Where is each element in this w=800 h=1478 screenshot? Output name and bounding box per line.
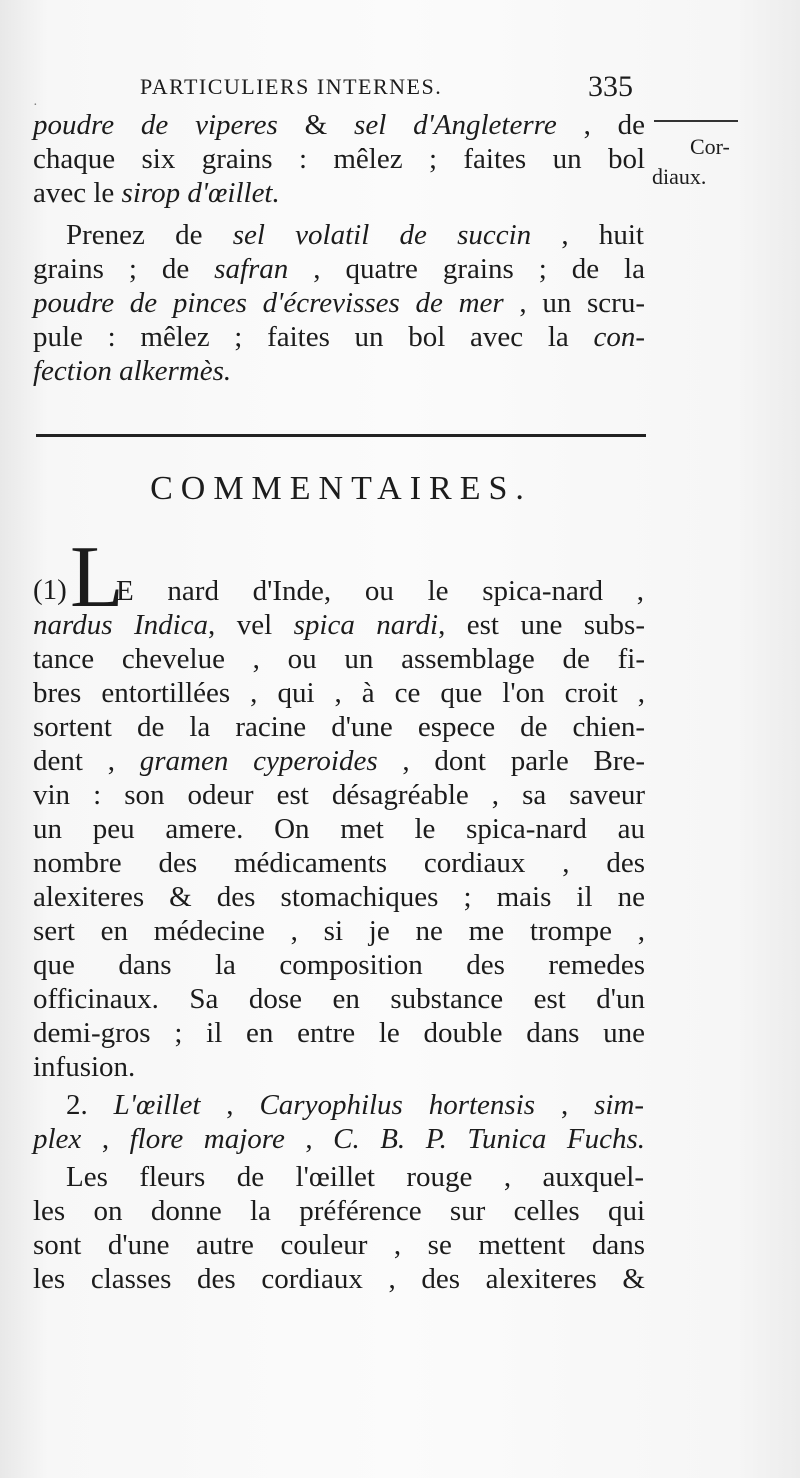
commentary-line: infusion. xyxy=(33,1051,136,1083)
commentary-line: les classes des cordiaux , des alexiteres & xyxy=(33,1263,645,1295)
commentary-line: plex , flore majore , C. B. P. Tunica Fuchs. xyxy=(33,1123,646,1155)
margin-rule xyxy=(654,120,738,122)
recipe-line: Prenez de sel volatil de succin , huit xyxy=(66,219,644,251)
recipe-line: pule : mêlez ; faites un bol avec la con- xyxy=(33,321,645,353)
recipe-line: chaque six grains : mêlez ; faites un bol xyxy=(33,143,645,175)
margin-note-line-2: diaux. xyxy=(652,164,707,189)
commentary-line: sont d'une autre couleur , se mettent dans xyxy=(33,1229,645,1261)
recipe-line: fection alkermès. xyxy=(33,355,232,387)
commentary-line: les on donne la préférence sur celles qui xyxy=(33,1195,645,1227)
commentary-line: demi-gros ; il en entre le double dans une xyxy=(33,1017,645,1049)
commentary-line: sortent de la racine d'une espece de chien- xyxy=(33,711,645,743)
commentary-line: 2. L'œillet , Caryophilus hortensis , sim- xyxy=(66,1089,645,1121)
drop-cap: L xyxy=(70,529,124,626)
commentary-line: Les fleurs de l'œillet rouge , auxquel- xyxy=(66,1161,644,1193)
edge-mark: · xyxy=(33,98,38,113)
commentary-line: alexiteres & des stomachiques ; mais il ne xyxy=(33,881,645,913)
page-number: 335 xyxy=(588,70,633,103)
commentary-line: tance chevelue , ou un assemblage de fi- xyxy=(33,643,645,675)
commentary-line: un peu amere. On met le spica-nard au xyxy=(33,813,645,845)
recipe-line: grains ; de safran , quatre grains ; de la xyxy=(33,253,645,285)
margin-note-line-1: Cor- xyxy=(690,134,730,159)
running-head: PARTICULIERS INTERNES. xyxy=(140,74,443,99)
commentary-line: vin : son odeur est désagréable , sa saveur xyxy=(33,779,645,811)
commentary-line: E nard d'Inde, ou le spica-nard , xyxy=(116,575,644,607)
commentary-line: que dans la composition des remedes xyxy=(33,949,645,981)
recipe-line: poudre de pinces d'écrevisses de mer , un scru- xyxy=(33,287,645,319)
recipe-line: avec le sirop d'œillet. xyxy=(33,177,280,209)
commentary-line: bres entortillées , qui , à ce que l'on croit , xyxy=(33,677,645,709)
commentary-line: nardus Indica, vel spica nardi, est une subs- xyxy=(33,609,645,641)
note-number: (1) xyxy=(33,574,67,606)
commentary-line: officinaux. Sa dose en substance est d'un xyxy=(33,983,645,1015)
section-rule xyxy=(36,434,646,437)
commentary-line: nombre des médicaments cordiaux , des xyxy=(33,847,645,879)
section-heading: COMMENTAIRES. xyxy=(150,470,532,507)
commentary-line: dent , gramen cyperoides , dont parle Bre- xyxy=(33,745,646,777)
commentary-line: sert en médecine , si je ne me trompe , xyxy=(33,915,645,947)
recipe-line: poudre de viperes & sel d'Angleterre , de xyxy=(33,109,646,141)
